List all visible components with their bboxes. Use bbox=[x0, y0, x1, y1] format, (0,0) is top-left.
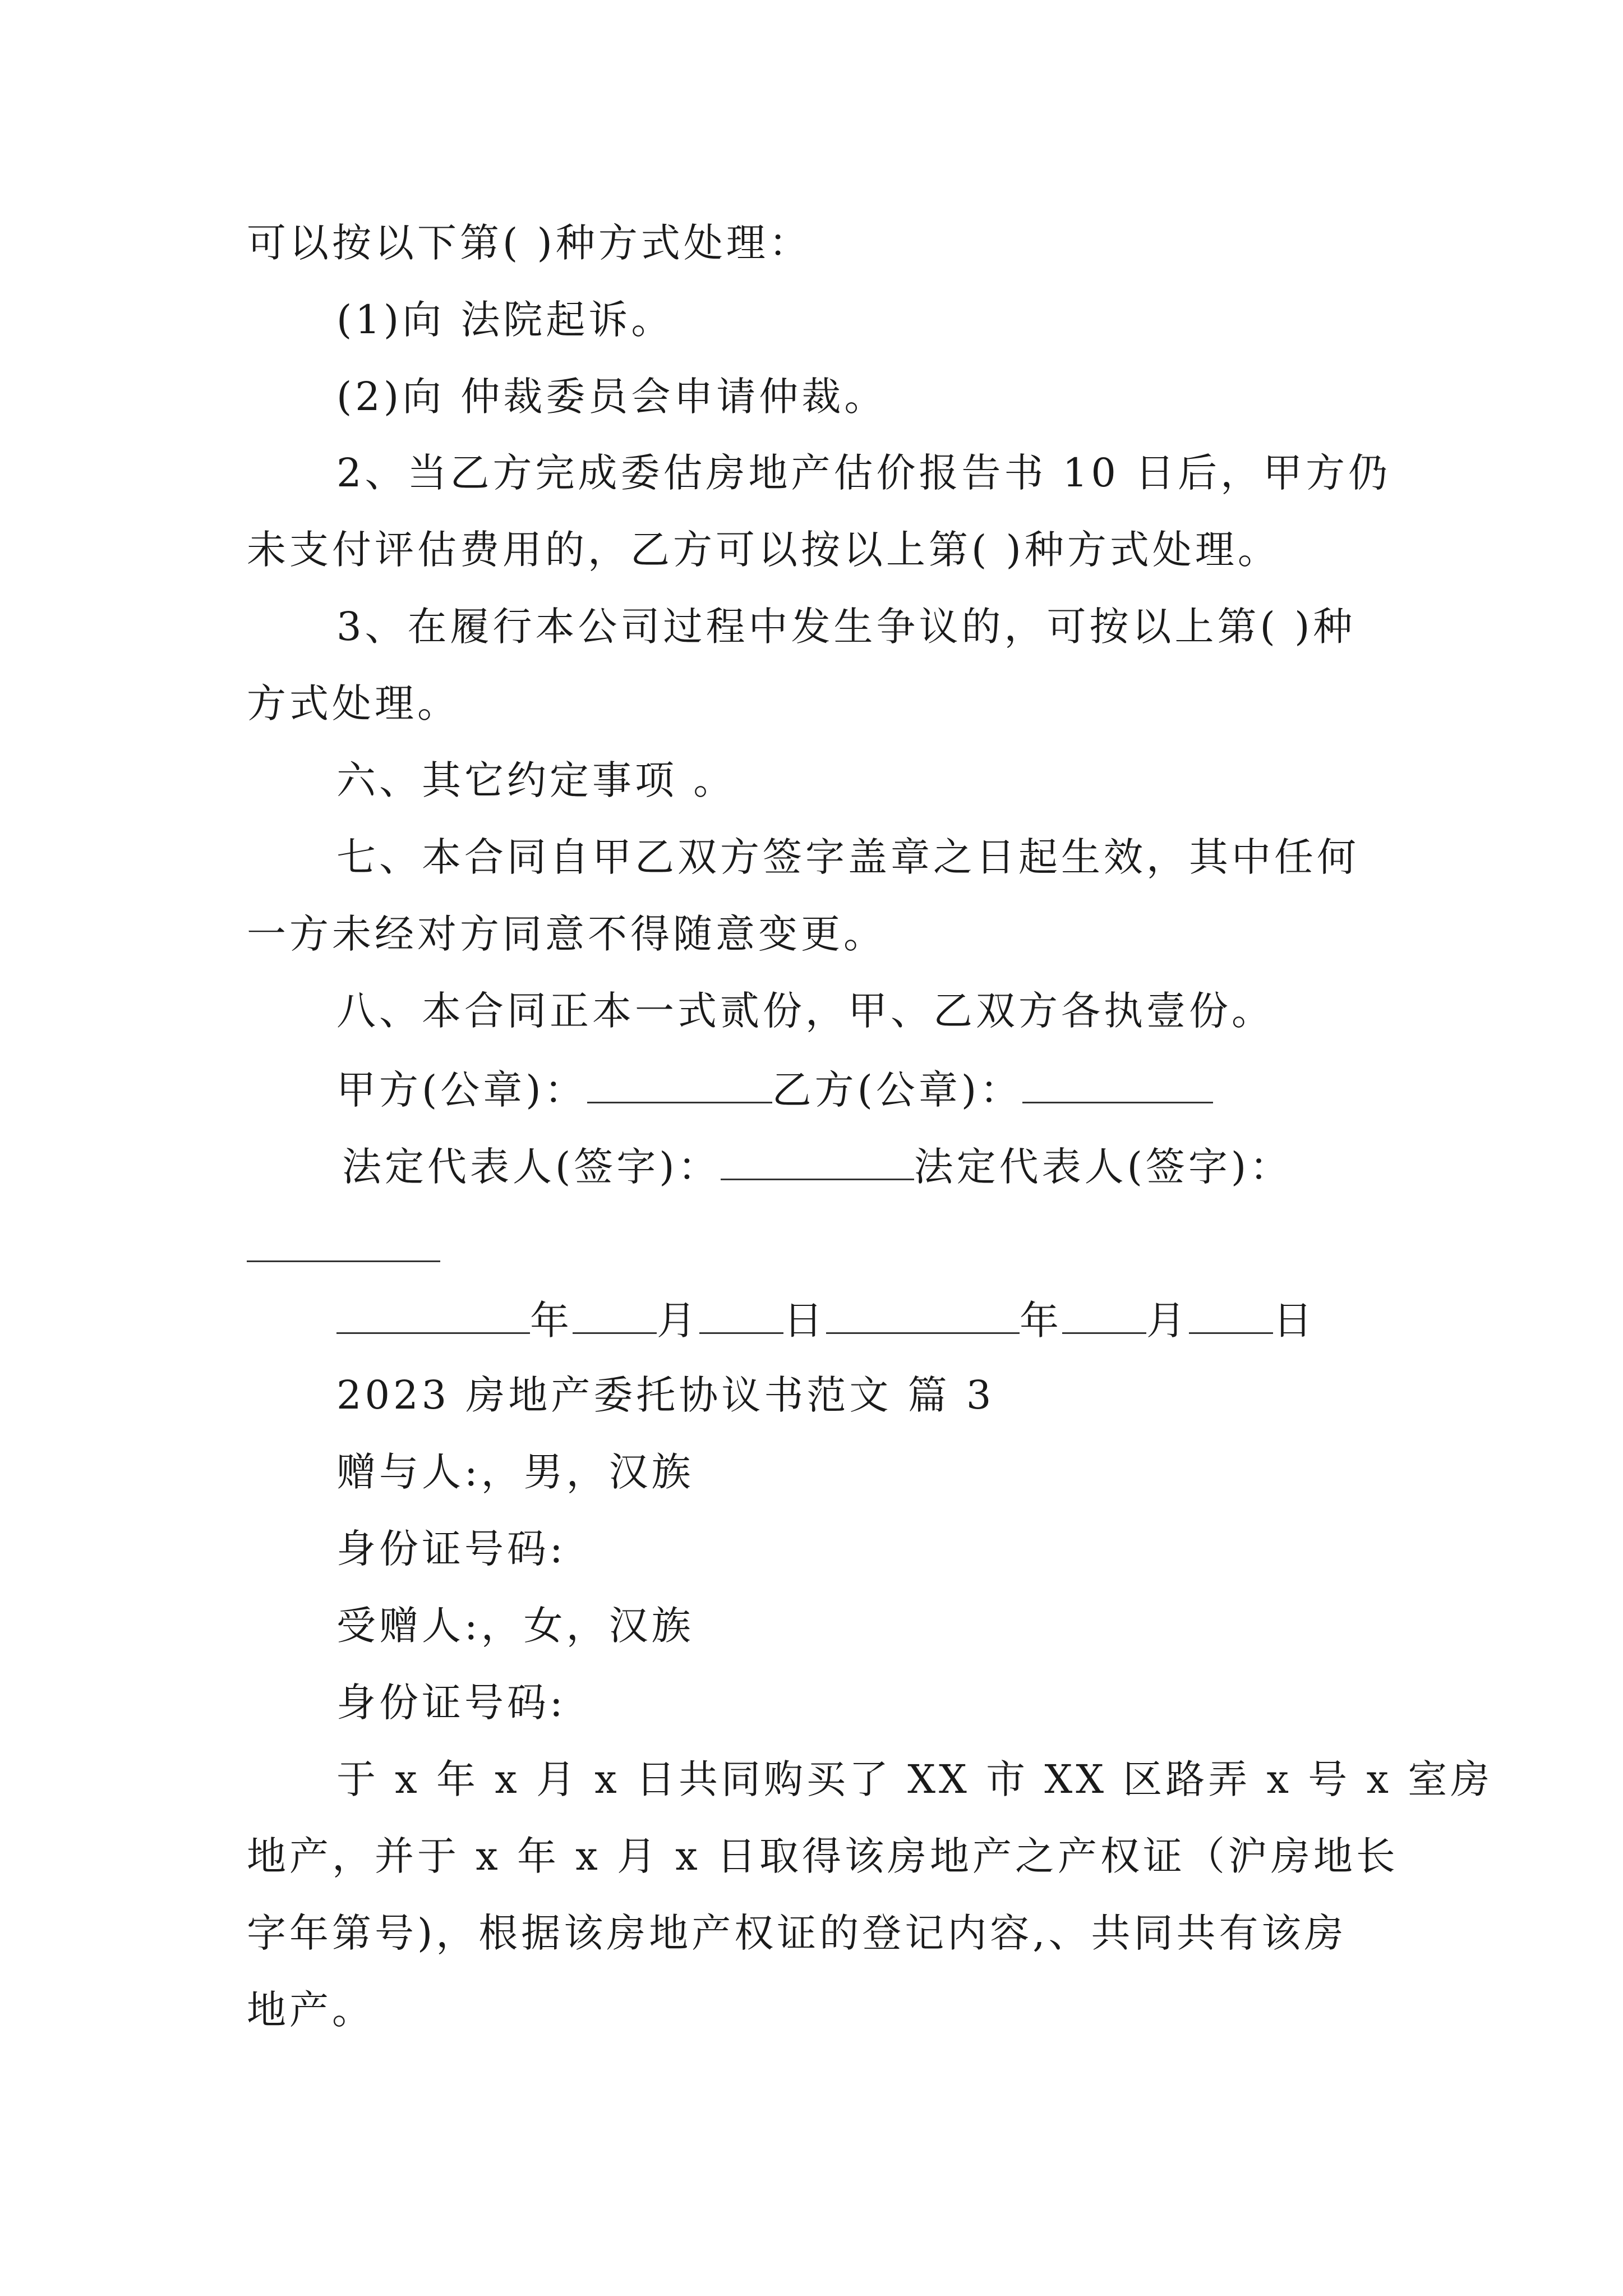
day-b-blank[interactable] bbox=[1189, 1293, 1273, 1334]
party-b-seal-blank[interactable] bbox=[1022, 1062, 1213, 1103]
year-a-label: 年 bbox=[530, 1297, 573, 1343]
seal-signature-line bbox=[336, 1062, 1213, 1115]
date-line bbox=[336, 1293, 1316, 1346]
paragraph-line: 方式处理。 bbox=[247, 680, 460, 726]
party-a-seal-blank[interactable] bbox=[587, 1062, 772, 1103]
paragraph-line: 一方未经对方同意不得随意变更。 bbox=[247, 911, 886, 957]
paragraph-line: 六、其它约定事项 。 bbox=[336, 757, 736, 803]
paragraph-line: 七、本合同自甲乙双方签字盖章之日起生效，其中任何 bbox=[336, 834, 1359, 880]
paragraph-line: 八、本合同正本一式贰份，甲、乙双方各执壹份。 bbox=[336, 988, 1274, 1034]
day-a-label: 日 bbox=[783, 1297, 826, 1343]
month-b-blank[interactable] bbox=[1062, 1293, 1146, 1334]
rep-b-blank[interactable] bbox=[247, 1260, 440, 1262]
body-line: 地产，并于 x 年 x 月 x 日取得该房地产之产权证（沪房地长 bbox=[247, 1833, 1399, 1879]
body-line: 字年第号)，根据该房地产权证的登记内容,、共同共有该房 bbox=[247, 1910, 1347, 1956]
day-b-label: 日 bbox=[1273, 1297, 1316, 1343]
party-b-seal-label: 乙方(公章)： bbox=[772, 1067, 1023, 1113]
rep-b-label: 法定代表人(签字)： bbox=[914, 1144, 1293, 1190]
rep-a-blank[interactable] bbox=[721, 1139, 914, 1180]
representative-signature-line bbox=[342, 1139, 1292, 1192]
paragraph-line: 未支付评估费用的，乙方可以按以上第( )种方式处理。 bbox=[247, 527, 1280, 573]
paragraph-line: (1)向 法院起诉。 bbox=[336, 297, 674, 343]
month-b-label: 月 bbox=[1146, 1297, 1189, 1343]
paragraph-line: 可以按以下第( )种方式处理： bbox=[247, 220, 811, 266]
year-a-blank[interactable] bbox=[336, 1293, 530, 1334]
paragraph-line: 2、当乙方完成委估房地产估价报告书 10 日后，甲方仍 bbox=[336, 450, 1391, 496]
party-a-seal-label: 甲方(公章)： bbox=[336, 1067, 587, 1113]
body-line: 于 x 年 x 月 x 日共同购买了 XX 市 XX 区路弄 x 号 x 室房 bbox=[336, 1756, 1493, 1802]
paragraph-line: (2)向 仲裁委员会申请仲裁。 bbox=[336, 374, 887, 420]
year-b-label: 年 bbox=[1020, 1297, 1062, 1343]
year-b-blank[interactable] bbox=[826, 1293, 1020, 1334]
paragraph-line: 3、在履行本公司过程中发生争议的，可按以上第( )种 bbox=[336, 604, 1356, 650]
donee-id-line: 身份证号码: bbox=[336, 1680, 566, 1726]
donor-line: 赠与人:，男，汉族 bbox=[336, 1449, 694, 1495]
donee-line: 受赠人:，女，汉族 bbox=[336, 1603, 694, 1649]
rep-a-label: 法定代表人(签字)： bbox=[342, 1144, 721, 1190]
donor-id-line: 身份证号码: bbox=[336, 1526, 566, 1572]
month-a-blank[interactable] bbox=[573, 1293, 657, 1334]
day-a-blank[interactable] bbox=[699, 1293, 783, 1334]
body-line: 地产。 bbox=[247, 1987, 375, 2033]
section-title: 2023 房地产委托协议书范文 篇 3 bbox=[336, 1372, 995, 1418]
month-a-label: 月 bbox=[657, 1297, 699, 1343]
